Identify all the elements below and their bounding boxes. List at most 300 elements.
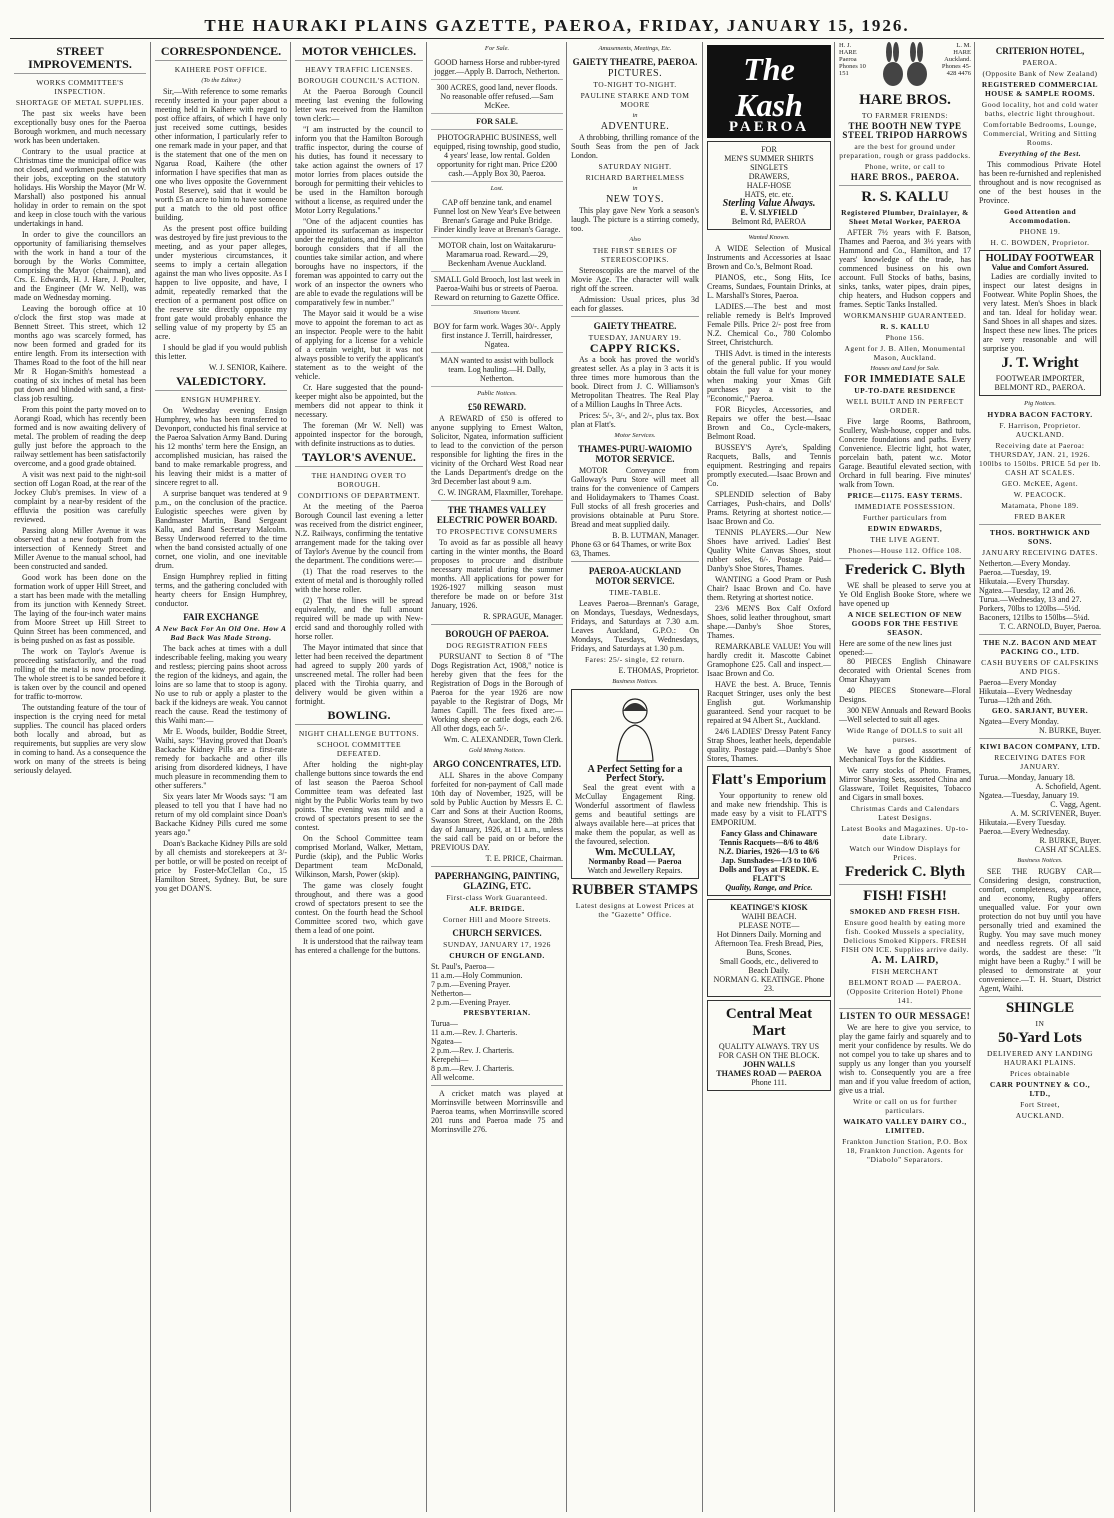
date-label: TUESDAY, JANUARY 19.	[588, 333, 682, 342]
fish-sub: SMOKED AND FRESH FISH.	[849, 907, 961, 916]
subheadline: WORKS COMMITTEE'S INSPECTION.	[36, 78, 124, 96]
column-motor-vehicles	[290, 42, 427, 1512]
section-label: Business Notices.	[612, 678, 658, 685]
blyth-item: 300 NEW Annuals and Reward Books—Well selected to suit all ages.	[839, 706, 971, 724]
column-classifieds	[426, 42, 567, 1512]
footwear-title: HOLIDAY FOOTWEAR	[985, 253, 1095, 264]
section-label: Gold Mining Notices.	[468, 747, 526, 754]
shingle-delivered: DELIVERED ANY LANDING HAURAKI PLAINS.	[986, 1049, 1094, 1067]
wanted-ad: A WIDE Selection of Musical Instruments and Accessories at Isaac Brown and Co.'s, Belmont Road.	[707, 244, 831, 271]
church-line: 2 p.m.—Rev. J. Charteris.	[431, 1046, 515, 1055]
film-description: A throbbing, thrilling romance of the South Seas from the pen of Jack London.	[571, 133, 699, 160]
kiosk-sign: NORMAN G. KEATINGE. Phone 23.	[713, 975, 825, 993]
shingle-in: IN	[1035, 1019, 1045, 1028]
further: Further particulars from	[862, 513, 948, 522]
notice-title: ARGO CONCENTRATES, LTD.	[432, 759, 562, 769]
divider	[431, 1085, 563, 1086]
tonight-label: TO-NIGHT TO-NIGHT.	[593, 80, 677, 89]
hydra-sub: F. Harrison, Proprietor. AUCKLAND.	[999, 421, 1081, 439]
subheadline: CONDITIONS OF DEPARTMENT.	[297, 491, 421, 500]
article-paragraph: Cr. Hare suggested that the pound-keeper might also be appointed, but the members did not appear to think it necessary.	[295, 383, 423, 419]
hotel-attention: Good Attention and Accommodation.	[1003, 207, 1077, 225]
church-line: 2 p.m.—Evening Prayer.	[431, 998, 511, 1007]
blyth-mech: We have a good assortment of Mechanical Toys for the Kiddies.	[839, 746, 971, 764]
classified-ad	[431, 130, 563, 182]
classified-ad	[431, 195, 563, 238]
carr-name: CARR POUNTNEY & CO., LTD.,	[989, 1080, 1091, 1098]
kash-logo: The Kash	[735, 51, 803, 123]
ad-text: PHOTOGRAPHIC BUSINESS, well equipped, rising township, good studio, 4 years' lease, low rental. Golden opportunity for right man. Price £200 cash.—Apply Box 30, Paeroa.	[433, 133, 561, 178]
kiwi-line: CASH AT SCALES.	[1034, 845, 1101, 854]
jeweller-address: Normanby Road — Paeroa	[588, 857, 682, 866]
notice-text: To avoid as far as possible all heavy carting in the winter months, the Board proposes to procure and distribute necessary material during the summer months. All applications for power for 1926-1927 milking season must therefore be made on or before 31st January, 1926.	[431, 538, 563, 610]
kallu-text: AFTER 7½ years with F. Batson, Thames and Paeroa, and 3½ years with Hammond and Co., Hamilton, and 17 years' knowledge of the trade, has commenced business on his own account. Full Stocks of baths, basins, sinks, tanks, water pipes, drain pipes, chip heaters, and Hudson coppers and frames. Septic Tanks Installed.	[839, 228, 971, 309]
section-label: Amusements, Meetings, Etc.	[598, 45, 672, 52]
borthwick-porkers: Porkers, 70lbs to 120lbs—5½d. Baconers, 121lbs to 150lbs—5¼d.	[979, 604, 1090, 622]
saturday-label: SATURDAY NIGHT.	[598, 162, 672, 171]
article-paragraph: The Mayor said it would be a wise move to appoint the foreman to act as an inspector. People were to the habit of applying for a license for a vehicle of a certain weight, but it was not always possible to verify the applicant's statement as to the weight of the vehicle.	[295, 309, 423, 381]
section-label: Pig Notices.	[1024, 400, 1056, 407]
agent-name: EDWIN EDWARDS,	[867, 524, 943, 533]
laird-sub: FISH MERCHANT	[871, 967, 939, 976]
meat-address: THAMES ROAD — PAEROA	[716, 1069, 822, 1078]
hotel-phone: PHONE 19.	[1019, 227, 1061, 236]
shingle-title: SHINGLE	[1005, 1000, 1075, 1016]
ad-address: Corner Hill and Moore Streets.	[442, 915, 552, 924]
column-amusements	[566, 42, 703, 1512]
borthwick-line: Turua.—Wednesday, 13 and 27.	[979, 595, 1082, 604]
church-line: All welcome.	[431, 1073, 475, 1082]
kallu-sub: Registered Plumber, Drainlayer, & Sheet Metal Worker, PAEROA	[841, 208, 969, 226]
article-paragraph: The foreman (Mr W. Nell) was appointed inspector for the borough, with definite instructions as to duties.	[295, 421, 423, 448]
notice-text: ALL Shares in the above Company forfeited for non-payment of Call made 10th day of November, 1925, will be sold by Public Auction by Messrs E. C. Carr and Sons at their Auction Rooms, Swanson Street, Auckland, on the 28th day of January, 1926, at 11 a.m., unless the said call be paid on or before the PREVIOUS DAY.	[431, 771, 563, 852]
article-paragraph: (1) That the road reserves to the extent of metal and is thoroughly rolled with the horse roller.	[295, 567, 423, 594]
kash-item: HALF-HOSE	[746, 181, 792, 190]
article-paragraph: It is understood that the railway team has entered a challenge for the buttons.	[295, 937, 423, 955]
waikato-address: Frankton Junction Station, P.O. Box 18, Frankton Junction. Agents for "Diabolo" Separators.	[842, 1137, 968, 1164]
nz-line: Paeroa—Every Monday	[979, 678, 1057, 687]
hare-header	[839, 42, 971, 90]
article-paragraph: As the present post office building was destroyed by fire just previous to the meeting, and as your paper alleges, under mysterious circumstances, it seems to imply a certain allegation against the man who lives opposite. As I happen to live opposite, and have, I admit, repeatedly remarked that the erection of a permanent post office on the reserve site directly opposite my front gate would probably enhance the selling value of my property by £5 an acre.	[155, 224, 287, 341]
kallu-name: R. S. KALLU	[861, 189, 949, 205]
article-paragraph: From this point the party moved on to Aorangi Road, which has recently been formed and is now awaiting delivery of metal. The problem of reading the deep gully just before the approach to the railway settlement has been satisfactorily overcome, and a good grade obtained.	[14, 405, 146, 468]
signature: E. THOMAS, Proprietor.	[618, 666, 699, 675]
kiosk-text: Hot Dinners Daily. Morning and Afternoon Tea. Fresh Bread, Pies, Buns, Scones.	[714, 930, 824, 957]
divider	[979, 738, 1101, 739]
keatinge-ad	[707, 899, 831, 997]
church-date: SUNDAY, JANUARY 17, 1926	[443, 940, 551, 949]
classified-ad: BOY for farm work. Wages 30/-. Apply first instance J. Terrill, hairdresser, Ngatea.	[431, 319, 563, 353]
rabbits-icon	[877, 42, 933, 90]
column-wanted-known	[702, 42, 835, 1512]
nz-line: Turua—12th and 26th.	[979, 696, 1052, 705]
columns	[10, 42, 1104, 1512]
borthwick-name: THOS. BORTHWICK AND SONS.	[989, 528, 1091, 546]
classified-ad	[431, 80, 563, 114]
blyth-cards: Christmas Cards and Calendars Latest Designs.	[850, 804, 960, 822]
film-description: This play gave New York a season's laugh. The picture is a stirring comedy, too.	[571, 206, 699, 233]
notice-subtitle: TO PROSPECTIVE CONSUMERS	[436, 527, 558, 536]
divider	[571, 316, 699, 317]
flatt-text: Your opportunity to renew old and make new friendship. This is made easy by a visit to FLATT'S EMPORIUM.	[711, 791, 827, 827]
also-label: Also	[629, 236, 641, 243]
kiosk-goods: Small Goods, etc., delivered to Beach Daily.	[719, 957, 819, 975]
classified-ad	[431, 55, 563, 80]
article-paragraph: The work on Taylor's Avenue is proceeding satisfactorily, and the road rolling of the metal is now proceeding. The whole street is to be sanded before it is taken over by the council and opened for traffic to-morrow.	[14, 647, 146, 701]
article-paragraph: (2) That the lines will be spread equivalently, and the full amount required will be made up with New-ercid sand and thoroughly rolled with horse roller.	[295, 596, 423, 641]
article-paragraph: I should be glad if you would publish this letter.	[155, 343, 287, 361]
hydra-agent: GEO. McKEE, Agent.	[1001, 479, 1079, 488]
ad-paragraph: Six years later Mr Woods says: "I am pleased to tell you that I have had no return of my old complaint since Doan's Backache Kidney Pills cured me some years ago."	[155, 792, 287, 837]
hydra-peacock: W. PEACOCK.	[1013, 490, 1067, 499]
ad-headline: FAIR EXCHANGE	[183, 612, 259, 622]
carr-street: Fort Street,	[1020, 1100, 1060, 1109]
residence-possession: IMMEDIATE POSSESSION.	[854, 502, 956, 511]
ad-subtitle: First-class Work Guaranteed.	[446, 893, 548, 902]
ad-text: FOR SALE.	[476, 117, 518, 126]
section-label: Public Notices.	[477, 390, 517, 397]
wanted-ad: BUSSEY'S Ayre's, Spalding Racquets, Balls, and Tennis equipment. Restringing and repairs promptly executed.—Isaac Brown and Co.	[707, 443, 831, 488]
service-text: Leaves Paeroa—Brennan's Garage, on Mondays, Tuesdays, Wednesdays, Fridays, and Saturdays at 7.30 a.m. Leaves Auckland, G.P.O.: On Mondays, Tuesdays, Wednesdays, Fridays, and Saturdays at 1.30 p.m.	[571, 599, 699, 653]
wanted-ad: SPLENDID selection of Baby Carriages, Push-chairs, and Dolls' Prams. Retyring at shortest notice.—Isaac Brown and Co.	[707, 490, 831, 526]
immediate-sale: FOR IMMEDIATE SALE	[844, 374, 966, 385]
film-title: ADVENTURE.	[600, 121, 670, 132]
wanted-ad: 23/6 MEN'S Box Calf Oxford Shoes, solid leather throughout, smart shape.—Danby's Shoe Stores, Thames.	[707, 604, 831, 640]
shingle-lots: 50-Yard Lots	[998, 1030, 1082, 1046]
wanted-ad: PIANOS, etc., Song Hits, Ice Creams, Sundaes, Fountain Drinks, at L. Marshall's Stores, Paeroa.	[707, 273, 831, 300]
subheadline: SHORTAGE OF METAL SUPPLIES.	[15, 98, 145, 107]
meat-mart-ad	[707, 1000, 831, 1091]
theatre-name: GAIETY THEATRE.	[593, 321, 677, 331]
kiwi-line: Ngatea.—Tuesday, January 19.	[979, 791, 1079, 800]
nz-buyer: GEO. SARJANT, BUYER.	[991, 706, 1089, 715]
listen-title: LISTEN TO OUR MESSAGE!	[839, 1011, 971, 1021]
headline: CORRESPONDENCE.	[155, 45, 287, 61]
classified-ad	[431, 114, 563, 130]
carr-city: AUCKLAND.	[1015, 1111, 1065, 1120]
column-street-improvements	[10, 42, 150, 1512]
article-paragraph: Good work has been done on the formation work of upper Hill Street, and a start has been made with the metalling from its junction with Kennedy Street. The laying of the four-inch water mains from Moore Street up Hill Street to Quinn Street has been commenced, and is being pushed on as fast as possible.	[14, 573, 146, 645]
divider	[431, 500, 563, 501]
ad-title: PAPERHANGING, PAINTING, GLAZING, ETC.	[434, 871, 560, 891]
kallu-work: WORKMANSHIP GUARANTEED.	[843, 311, 967, 320]
headline: TAYLOR'S AVENUE.	[295, 451, 423, 467]
wanted-ad: WANTING a Good Pram or Push Chair? Isaac Brown and Co. have them. Retyring at shortest notice.	[707, 575, 831, 602]
article-paragraph: A cricket match was played at Morrinsville between Morrinsville and Paeroa teams, when Morrinsville scored 201 runs and Paeroa made 75 and Morrinsville 276.	[431, 1089, 563, 1134]
article-paragraph: Passing along Miller Avenue it was observed that a new footpath from the intersection of Kennedy Street and Miller Avenue to the manual school, had been constructed and sanded.	[14, 526, 146, 571]
signature: Wm. C. ALEXANDER, Town Clerk.	[443, 735, 563, 744]
church-line: Turua—	[431, 1019, 458, 1028]
flatt-ad	[707, 766, 831, 896]
meat-name: JOHN WALLS	[742, 1060, 796, 1069]
headline: MOTOR VEHICLES.	[295, 45, 423, 61]
section-label: Wanted Known.	[748, 234, 790, 241]
hotel-bedrooms: Comfortable Bedrooms, Lounge, Commercial, Writing and Sitting Rooms.	[983, 120, 1097, 147]
notice-title: BOROUGH OF PAEROA.	[445, 629, 549, 639]
ad-paragraph: Doan's Backache Kidney Pills are sold by all chemists and storekeepers at 3/- per bottle, or will be posted on receipt of price by Foster-McClellan Co., 15 Hamilton Street, Sydney. But, be sure you get DOAN'S.	[155, 839, 287, 893]
ad-paragraph: Mr E. Woods, builder, Boddie Street, Waihi, says: "Having proved that Doan's Backache Kidney Pills are a first-rate remedy for backache and other ills arising from disordered kidneys, I have much pleasure in recommending them to other sufferers."	[155, 727, 287, 790]
divider	[431, 866, 563, 867]
blyth-name: Frederick C. Blyth	[844, 562, 966, 578]
blyth-item: 80 PIECES English Chinaware decorated with Oriental Scenes from Omar Khayyam	[839, 657, 971, 684]
wanted-ad: THIS Advt. is timed in the interests of the general public. If you would obtain the full value for your money when making your Xmas Gift purchases pay a visit to the "Economic," Paeroa.	[707, 349, 831, 403]
laird-name: A. M. LAIRD,	[871, 955, 939, 966]
borthwick-buyer: T. C. ARNOLD, Buyer, Paeroa.	[999, 622, 1101, 631]
blyth-watch: Watch our Window Displays for Prices.	[849, 844, 961, 862]
church-denomination: CHURCH OF ENGLAND.	[449, 951, 545, 960]
divider	[431, 624, 563, 625]
jeweller-name: Wm. McCULLAY,	[594, 847, 676, 858]
classified-ad	[431, 238, 563, 272]
flatt-line: Tennis Racquets—8/6 to 48/6	[719, 838, 819, 847]
nz-line: Hikutaia—Every Wednesday	[979, 687, 1073, 696]
letter-title: KAIHERE POST OFFICE.	[174, 65, 268, 74]
flatt-dolls: Dolls and Toys at FREDK. E. FLATT'S	[719, 865, 819, 883]
article-paragraph: The Mayor intimated that since that letter had been received the department had agreed to supply 200 yards of unscreened metal. The roller had been placed with the Tirohia quarry, and delivery would be given within a fortnight.	[295, 643, 423, 706]
article-paragraph: Ensign Humphrey replied in fitting terms, and the gathering concluded with hearty cheers for Ensign Humphrey, conductor.	[155, 572, 287, 608]
ad-text: SMALL Gold Brooch, lost last week in Paeroa-Waihi bus or streets of Paeroa. Reward on returning to Gazette Office.	[433, 275, 561, 302]
in-label: in	[632, 112, 638, 119]
residence-title: UP-TO-DATE RESIDENCE	[854, 386, 956, 395]
ad-text: 300 ACRES, good land, never floods. No reasonable offer refused.—Sam McKee.	[436, 83, 558, 110]
meat-quality: QUALITY ALWAYS. TRY US FOR CASH ON THE BLOCK.	[718, 1042, 820, 1060]
divider	[839, 1008, 971, 1009]
flatt-quality: Quality, Range, and Price.	[725, 883, 813, 892]
blyth-here: Here are some of the new lines just opened:—	[839, 639, 952, 657]
jeweller-ad	[571, 689, 699, 879]
admission-text: Admission: Usual prices, plus 3d each for glasses.	[571, 295, 699, 313]
agent-line: THE LIVE AGENT.	[870, 535, 940, 544]
blyth-selection: A NICE SELECTION OF NEW GOODS FOR THE FESTIVE SEASON.	[847, 610, 963, 637]
kiwi-line: Turua.—Monday, January 18.	[979, 773, 1075, 782]
article-paragraph: At the Paeroa Borough Council meeting last evening the following letter was received from the Hamilton town clerk:—	[295, 87, 423, 123]
wanted-ad: TENNIS PLAYERS.—Our New Shoes have arrived. Ladies' Best Quality White Canvas Shoes, stout rubber soles, 6/-. Postage Paid—Danby's Shoe Stores, Thames.	[707, 528, 831, 573]
fish-text: Ensure good health by eating more fish. Cooked Mussels a speciality, Delicious Smoked Kippers. FRESH FISH ON ICE. Supplies arrive daily.	[841, 918, 969, 954]
hotel-registered: REGISTERED COMMERCIAL HOUSE & SAMPLE ROOMS.	[981, 80, 1099, 98]
article-paragraph: A visit was next paid to the night-soil section off Logan Road, at the rear of the Jockey Club's premises. In view of a complaint by a near-by resident of the effluvia the position was carefully reviewed.	[14, 470, 146, 524]
meat-title: Central Meat Mart	[725, 1006, 813, 1039]
masthead: THE HAURAKI PLAINS GAZETTE, PAEROA, FRIDAY, JANUARY 15, 1926.	[204, 16, 910, 35]
hotel-opposite: (Opposite Bank of New Zealand)	[982, 69, 1098, 78]
blyth-dolls: Wide Range of DOLLS to suit all purses.	[846, 726, 964, 744]
theatre-name: GAIETY THEATRE, PAEROA.	[572, 57, 698, 67]
borthwick-line: Netherton.—Every Monday.	[979, 559, 1071, 568]
hydra-text: Receiving date at Paeroa: THURSDAY, JAN. 21, 1926. 100lbs to 150lbs. PRICE 5d per lb. CASH AT SCALES.	[979, 441, 1102, 477]
blyth-item: 40 PIECES Stoneware—Floral Designs.	[839, 686, 971, 704]
hotel-text: This commodious Private Hotel has been re-furnished and replenished throughout and is now recognised as one of the best houses in the Province.	[979, 160, 1101, 205]
article-paragraph: After holding the night-play challenge buttons since towards the end of last season the Paeroa School Committee team was defeated last night by the Public Works team by two points. The evening was mild and a crowd of spectators present to see the contest.	[295, 760, 423, 832]
jeweller-text: Seal the great event with a McCullay Engagement Ring. Wonderful assortment of flawless gems and beautiful settings are always available here—at prices that make them the popular, as well as the favoured, selection.	[575, 783, 695, 846]
play-title: CAPPY RICKS.	[589, 341, 681, 355]
section-label: Motor Services.	[614, 432, 656, 439]
blyth-books: Latest Books and Magazines. Up-to-date Library.	[841, 824, 969, 842]
church-denomination: PRESBYTERIAN.	[463, 1008, 531, 1017]
hydra-name: HYDRA BACON FACTORY.	[987, 410, 1093, 419]
kash-ad	[707, 45, 831, 138]
headline: BOWLING.	[295, 709, 423, 725]
kash-item: HATS, etc. etc.	[744, 190, 794, 199]
kash-name: E. V. SLYFIELD	[740, 208, 798, 217]
hotel-town: PAEROA.	[1022, 58, 1058, 67]
kash-item: SINGLETS	[750, 163, 788, 172]
notice-text: A REWARD of £50 is offered to anyone supplying to Ernest Walton, Solicitor, Ngatea, information sufficient to lead to the conviction of the person responsible for lighting the fires in the vicinity of the Orchard West Road near the Lands Department's dredge on the 3rd December last about 9 a.m.	[431, 414, 563, 486]
kash-value: Sterling Value Always.	[722, 198, 816, 209]
jeweller-headline: A Perfect Setting for a Perfect Story.	[587, 764, 683, 784]
kiwi-line: A. Schofield, Agent.	[1035, 782, 1101, 791]
divider	[979, 524, 1101, 525]
fish-title: FISH! FISH!	[863, 888, 947, 904]
church-line: Kerepehi—	[431, 1055, 469, 1064]
stereo-title: THE FIRST SERIES OF STEREOSCOPIKS.	[592, 246, 678, 264]
hare-left: H. J. HARE Paeroa Phones 10 151	[839, 42, 866, 77]
kiosk-please: PLEASE NOTE—	[738, 921, 800, 930]
phone-line: Phone 63 or 64 Thames, or write Box 63, Thames.	[571, 540, 692, 558]
kash-address: Belmont Rd, PAEROA	[731, 217, 807, 226]
ad-text: CAP off benzine tank, and enamel Funnel lost on New Year's Eve between Brenan's Garage and Puke Bridge. Finder kindly leave at Brenan's Garage.	[433, 198, 561, 234]
hare-right: L. M. HARE Auckland. Phones 45-428 4476	[941, 42, 971, 77]
kiwi-line: R. BURKE, Buyer.	[1039, 836, 1101, 845]
wanted-ad: REMARKABLE VALUE! You will hardly credit it. Mascotte Cabinet Gramophone £25. Call and inspect.—Isaac Brown and Co.	[707, 642, 831, 678]
nz-bacon-name: THE N.Z. BACON AND MEAT PACKING CO., LTD.	[983, 638, 1097, 656]
hotel-everything: Everything of the Best.	[998, 149, 1082, 158]
church-line: St. Paul's, Paeroa—	[431, 962, 495, 971]
column-hare-bros	[834, 42, 975, 1512]
residence-price: PRICE—£1175. EASY TERMS.	[847, 491, 963, 500]
hare-name: HARE BROS.	[859, 92, 951, 108]
section-label: Business Notices.	[1017, 857, 1063, 864]
borthwick-sub: JANUARY RECEIVING DATES.	[982, 548, 1098, 557]
divider	[979, 634, 1101, 635]
kiosk-location: WAIHI BEACH.	[741, 912, 797, 921]
nz-cash: CASH BUYERS OF CALFSKINS AND PIGS.	[981, 658, 1099, 676]
subheadline: THE HANDING OVER TO BOROUGH.	[311, 471, 407, 489]
footwear-ad	[979, 250, 1101, 396]
divider	[839, 185, 971, 186]
rugby-ad: SEE THE RUGBY CAR—Considering design, construction, comfort, completeness, appearance, and economy, Rugby offers unequalled value. For your own protection do not buy until you have personally tried and examined the Rugby. You may save much money and needless regrets. Of all said words, the saddest are these: "It might have been a Rugby." I will be pleased to demonstrate at your convenience.—T. H. Stuart, District Agent, Waihi.	[979, 867, 1101, 993]
kash-details	[707, 141, 831, 230]
wanted-ad: HAVE the best. A. Bruce, Tennis Racquet Stringer, uses only the best English gut. Workmanship guaranteed. Send your racquet to be repaired at 94 Albert St., Auckland.	[707, 680, 831, 725]
stereo-text: Stereoscopiks are the marvel of the Movie Age. The character will walk right off the screen.	[571, 266, 699, 293]
headline: VALEDICTORY.	[155, 375, 287, 391]
prices-text: Prices: 5/-, 3/-, and 2/-, plus tax. Box plan at Flatt's.	[571, 411, 699, 429]
article-paragraph: On the School Committee team comprised Morland, Walker, Mettam, Purdie (skip), and the Public Works Department team McDonald, Wilkinson, Marsh, Power (skip).	[295, 834, 423, 879]
subheadline: ENSIGN HUMPHREY.	[180, 395, 262, 404]
classified-ad	[431, 272, 563, 306]
article-paragraph: The past six weeks have been exceptionally busy ones for the Paeroa Borough workmen, and much necessary work has been undertaken.	[14, 109, 146, 145]
article-paragraph: Contrary to the usual practice at Christmas time the municipal office was not closed, and workmen pushed on with their jobs, excepting on the statutory holidays. His Worship the Mayor (Mr W. Marshall) also postponed his annual holiday in order to remain on the spot and keep in close touch with the various undertakings in hand.	[14, 147, 146, 228]
wanted-ad: LADIES.—The best and most reliable remedy is Belt's Improved Female Pills. Price 2/- post free from N.Z. Chemical Co., 780 Colombo Street, Christchurch.	[707, 302, 831, 347]
signature: W. J. SENIOR, Kaihere.	[208, 363, 287, 372]
kiwi-line: C. Vagg, Agent.	[1050, 800, 1101, 809]
section-label: For Sale.	[484, 45, 510, 52]
flatt-title: Flatt's Emporium	[711, 772, 827, 788]
section-label: Lost.	[490, 185, 504, 192]
borthwick-line: Ngatea.—Tuesday, 12 and 26.	[979, 586, 1076, 595]
hare-farmers: TO FARMER FRIENDS:	[861, 111, 949, 120]
article-paragraph: "One of the adjacent counties has appointed its surfaceman as inspector under the regulations, and the Hamilton borough considers that if all the counties take similar action, and where boroughs have no inspectors, if the foreman was appointed to carry out the work of an inspector the owners who are able to evade the regulations will be comparatively few in number."	[295, 217, 423, 307]
notice-title: £50 REWARD.	[467, 402, 526, 412]
kiwi-sub: RECEIVING DATES FOR JANUARY.	[994, 753, 1086, 771]
editor-line: (To the Editor.)	[201, 77, 241, 84]
signature: B. B. LUTMAN, Manager.	[612, 531, 699, 540]
kallu-agent: Agent for J. B. Allen, Monumental Mason, Auckland.	[844, 344, 966, 362]
church-line: Ngatea—	[431, 1037, 462, 1046]
hotel-proprietor: H. C. BOWDEN, Proprietor.	[990, 238, 1090, 247]
kiosk-name: KEATINGE'S KIOSK	[730, 903, 808, 912]
flatt-line: Jap. Sunshades—1/3 to 10/6	[721, 856, 817, 865]
laird-address: BELMONT ROAD — PAEROA. (Opposite Criterion Hotel) Phone 141.	[846, 978, 964, 1005]
article-paragraph: The outstanding feature of the tour of inspection is the crying need for metal supplies. The council has placed orders both locally and abroad, but as requirements, but supplies are very slow in coming to hand. As a consequence the work on many of the streets is being seriously delayed.	[14, 703, 146, 775]
church-line: 11 a.m.—Rev. J. Charteris.	[431, 1028, 518, 1037]
residence-text: Five large Rooms, Bathroom, Scullery, Wash-house, copper and tubs. Concrete foundations and paths. Every Convenience. Electric light, hot water, porcelain bath, patent w.c. Motor Garage. Beautiful elevated section, with Orchard in full bearing. Five minutes' walk from Town.	[839, 417, 971, 489]
service-title: PAEROA-AUCKLAND MOTOR SERVICE.	[588, 566, 682, 586]
signature: R. SPRAGUE, Manager.	[483, 612, 563, 621]
in-label: in	[632, 185, 638, 192]
kallu-name-2: R. S. KALLU	[880, 322, 930, 331]
timetable-label: TIME-TABLE.	[609, 588, 661, 597]
service-title: THAMES-PURU-WAIOMIO MOTOR SERVICE.	[578, 444, 692, 464]
notice-title: THE THAMES VALLEY ELECTRIC POWER BOARD.	[436, 505, 558, 525]
film-stars: RICHARD BARTHELMESS	[585, 173, 685, 182]
residence-sub: WELL BUILT AND IN PERFECT ORDER.	[846, 397, 964, 415]
hare-phone: Phone, write, or call to	[864, 162, 946, 171]
notice-subtitle: DOG REGISTRATION FEES	[446, 641, 548, 650]
agent-phones: Phones—House 112. Office 108.	[848, 546, 962, 555]
subheadline: BOROUGH COUNCIL'S ACTION.	[298, 76, 420, 85]
play-description: As a book has proved the world's greatest seller. As a play in 3 acts it is three times more humorous than the book. Direct from J. C. Williamson's Metropolitan Theatres. The Real Play of a Million Laughs In Three Acts.	[571, 355, 699, 409]
hotel-good: Good locality, hot and cold water baths, electric light throughout.	[981, 100, 1099, 118]
church-line: 8 p.m.—Rev. J. Charteris.	[431, 1064, 515, 1073]
service-text: MOTOR Conveyance from Galloway's Puru Store will meet all trains for the convenience of Campers and Holidaymakers to Thames Coast. Full stocks of all fresh groceries and provisions obtainable at Puru Store. Bread and meat supplied daily.	[571, 466, 699, 529]
wright-name: J. T. Wright	[1001, 355, 1079, 371]
classified-ad: MAN wanted to assist with bullock team. Log hauling.—H. Dally, Netherton.	[431, 353, 563, 387]
headline: STREET IMPROVEMENTS.	[14, 45, 146, 74]
hotel-name: CRITERION HOTEL,	[995, 46, 1085, 56]
nz-ngatea: Ngatea—Every Monday.	[979, 717, 1059, 726]
flatt-line: Fancy Glass and Chinaware	[720, 829, 818, 838]
film-stars: PAULINE STARKE AND TOM MOORE	[580, 91, 690, 109]
jeweller-repairs: Watch and Jewellery Repairs.	[587, 866, 683, 875]
divider	[839, 558, 971, 559]
kash-for: FOR	[761, 145, 777, 154]
wanted-ad: 24/6 LADIES' Dressy Patent Fancy Strap Shoes, leather heels, dependable quality. Postage paid.—Danby's Shoe Stores, Thames.	[707, 727, 831, 763]
divider	[979, 996, 1101, 997]
church-line: 7 p.m.—Evening Prayer.	[431, 980, 511, 989]
section-label: Situations Vacant.	[473, 309, 521, 316]
ad-text: GOOD harness Horse and rubber-tyred jogger.—Apply B. Darroch, Netherton.	[434, 58, 560, 76]
blyth-carry: We carry stocks of Photo. Frames, Mirror Shaving Sets, assorted China and Glassware, Toilet Requisites, Tobacco and Cigars in small boxes.	[839, 766, 971, 802]
woman-illustration-icon	[605, 693, 665, 763]
article-paragraph: At the meeting of the Paeroa Borough Council last evening a letter was received from the district engineer, N.Z. Railways, confirming the tentative arrangement made for the taking over of Taylor's Avenue by the council from the department. The conditions were:—	[295, 502, 423, 565]
notice-text: PURSUANT to Section 8 of "The Dogs Registration Act, 1908," notice is hereby given that the fees for the Registration of Dogs in the Borough of Paeroa for the year 1926 are now payable to the Registrar of Dogs, Mr James Capill. The fees fixed are:— Working sheep or cattle dogs, each 2/6. All other dogs, each 5/-.	[431, 652, 563, 733]
subheadline: HEAVY TRAFFIC LICENSES.	[305, 65, 413, 74]
wanted-ad: FOR Bicycles, Accessories, and Repairs we offer the best.—Isaac Brown and Co., Cycle-makers, Belmont Road.	[707, 405, 831, 441]
article-paragraph: The game was closely fought throughout, and there was a good crowd of spectators present to see the contest. On the fourth head the School Committee scored two, which gave them a lead of one point.	[295, 881, 423, 935]
hare-booth: THE BOOTH NEW TYPE STEEL TRIPOD HARROWS	[842, 121, 968, 140]
divider	[571, 561, 699, 562]
footwear-sub: Value and Comfort Assured.	[991, 263, 1089, 272]
blyth-text: WE shall be pleased to serve you at Ye Old English Booke Store, where we have opened up	[839, 581, 971, 608]
pictures-label: PICTURES.	[607, 68, 663, 79]
hare-address: HARE BROS., PAEROA.	[850, 172, 960, 182]
nz-burke: N. BURKE, Buyer.	[1039, 726, 1101, 735]
kash-item: MEN'S SUMMER SHIRTS	[724, 154, 814, 163]
subheadline: NIGHT CHALLENGE BUTTONS.	[298, 729, 420, 738]
section-label: Houses and Land for Sale.	[870, 365, 940, 372]
divider	[839, 884, 971, 885]
signature: T. E. PRICE, Chairman.	[485, 854, 563, 863]
hydra-baker: FRED BAKER	[1014, 512, 1066, 521]
